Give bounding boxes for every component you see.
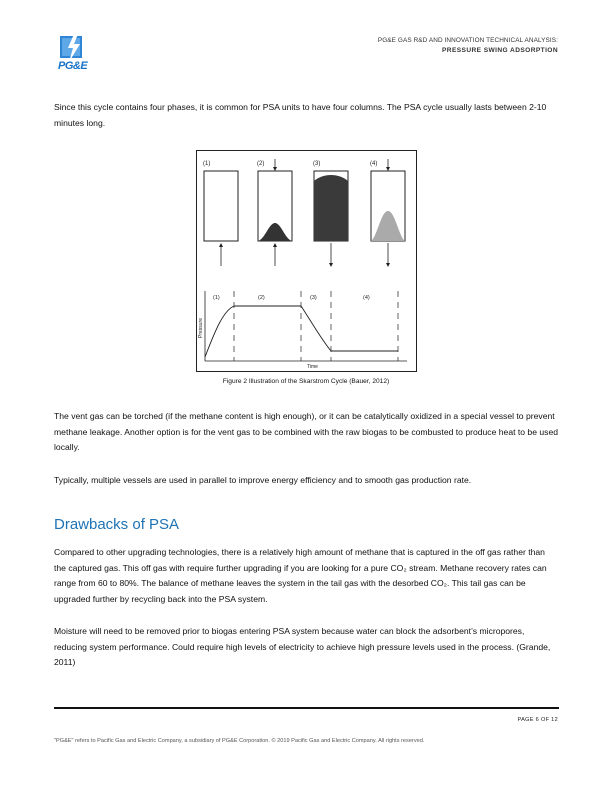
footer-divider xyxy=(54,707,559,709)
phase-label: (4) xyxy=(363,295,370,301)
paragraph-psa-columns: Since this cycle contains four phases, it is common for PSA units to have four columns. The PSA cycle usually lasts between 2-10 minutes long. xyxy=(54,102,547,128)
section-heading-drawbacks: Drawbacks of PSA xyxy=(54,516,180,533)
pressure-time-plot xyxy=(198,291,407,370)
footer-copyright: "PG&E" refers to Pacific Gas and Electric Company, a subsidiary of PG&E Corporation. © 2019 Pacific Gas and Electric Company. All rights reserved. xyxy=(54,738,425,744)
column-4 xyxy=(371,159,405,265)
header-title: PG&E GAS R&D AND INNOVATION TECHNICAL ANALYSIS: xyxy=(377,37,558,44)
column-label: (4) xyxy=(370,161,378,167)
paragraph-parallel-vessels: Typically, multiple vessels are used in parallel to improve energy efficiency and to smooth gas production rate. xyxy=(54,475,472,485)
header-subtitle: PRESSURE SWING ADSORPTION xyxy=(442,47,558,54)
skarstrom-cycle-figure xyxy=(196,150,417,372)
column-label: (3) xyxy=(313,161,321,167)
document-header xyxy=(378,36,558,56)
column-label: (1) xyxy=(203,161,211,167)
column-2 xyxy=(258,159,292,266)
figure-caption: Figure 2 Illustration of the Skarstrom Cycle (Bauer, 2012) xyxy=(222,378,390,385)
column-label: (2) xyxy=(257,161,265,167)
page-number: PAGE 6 OF 12 xyxy=(517,717,558,723)
x-axis-label: Time xyxy=(307,364,318,370)
column-1 xyxy=(204,171,238,266)
column-3 xyxy=(314,171,348,265)
pge-logo xyxy=(58,34,88,72)
paragraph-vent-gas: The vent gas can be torched (if the methane content is high enough), or it can be catalytically oxidized in a special vessel to prevent methane leakage. Another option is for the vent gas to be combined with the raw biogas to be combusted to produce heat to be used locally. xyxy=(54,411,559,453)
y-axis-label: Pressure xyxy=(198,317,204,339)
logo-text: PG&E xyxy=(58,60,88,72)
phase-label: (3) xyxy=(310,295,317,301)
pge-logo-icon xyxy=(58,34,88,62)
paragraph-moisture: Moisture will need to be removed prior to biogas entering PSA system because water can block the adsorbent’s micropores, reducing system performance. Could require high levels of electricity to achieve high pressure levels used in the process. (Grande, 2011) xyxy=(54,626,551,668)
phase-label: (2) xyxy=(258,295,265,301)
paragraph-methane-recovery: Compared to other upgrading technologies, there is a relatively high amount of methane that is captured in the off gas rather than the captured gas. This off gas with require further upgrading if you are looking for a pure CO₂ stream. Methane recovery rates can range from 60 to 80%. The balance of methane leaves the system in the tail gas with the desorbed CO₂. This tail gas can be upgraded further by recycling back into the PSA system. xyxy=(54,547,547,604)
phase-label: (1) xyxy=(213,295,220,301)
